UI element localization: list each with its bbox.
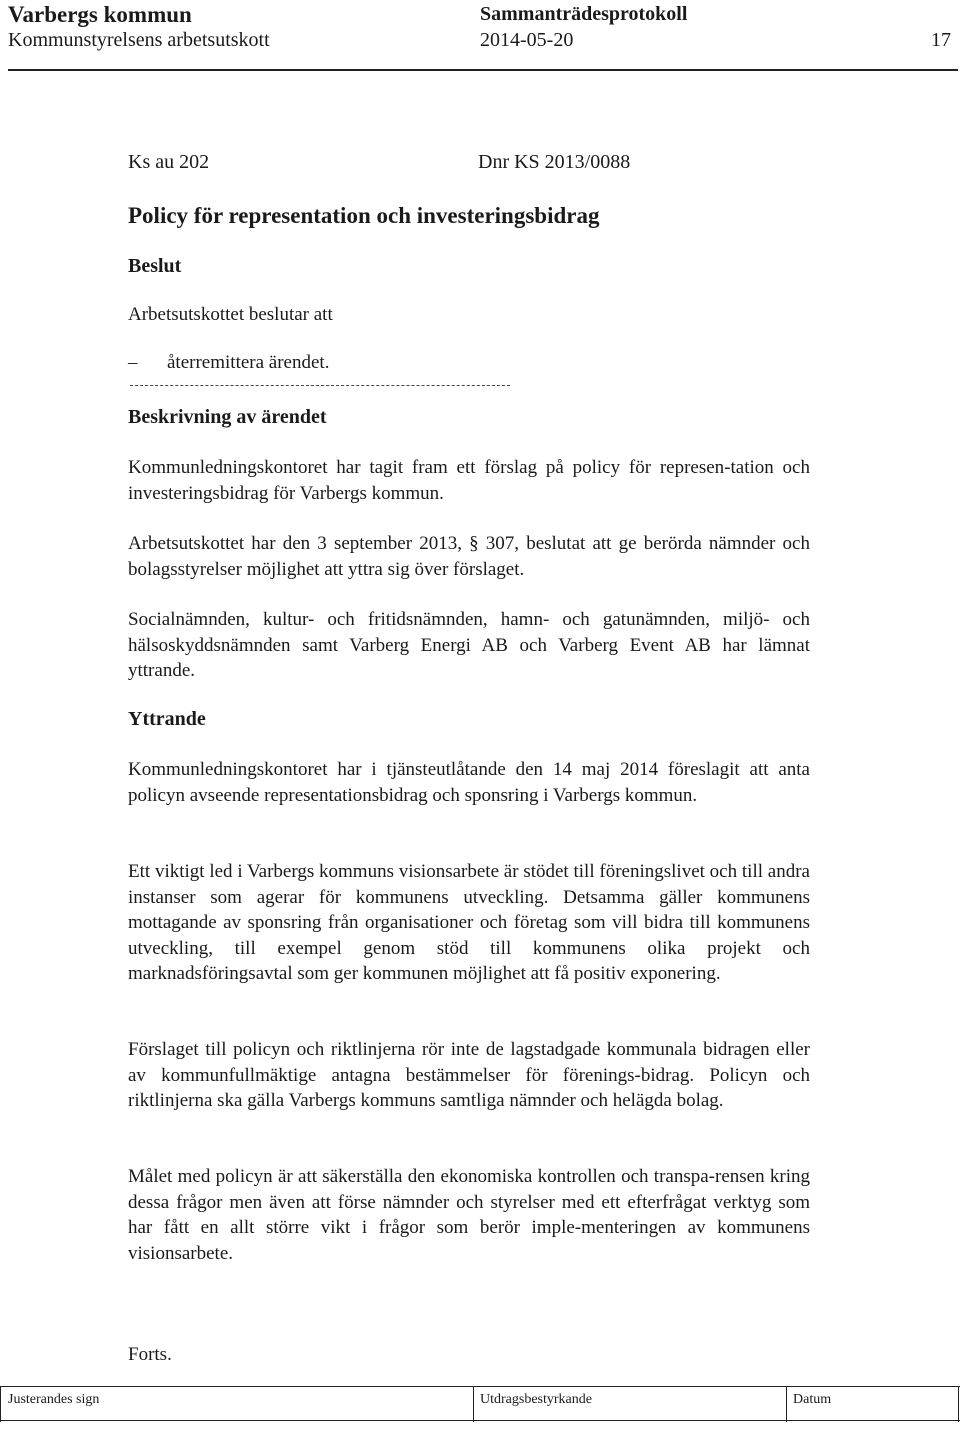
municipality-name: Varbergs kommun: [8, 2, 192, 27]
decision-point: återremittera ärendet.: [167, 352, 330, 373]
statement-paragraph: Kommunledningskontoret har i tjänsteutlåtande den 14 maj 2014 föreslagit att anta policyn avseende representationsbidrag och sponsring i Varbergs kommun.: [128, 759, 810, 806]
decision-dash: –: [128, 352, 138, 373]
paragraph-number: Ks au 202: [128, 151, 210, 173]
decision-intro: Arbetsutskottet beslutar att: [128, 304, 333, 325]
description-paragraph: Kommunledningskontoret har tagit fram ett förslag på policy för represen-tation och investeringsbidrag för Varbergs kommun.: [128, 457, 810, 504]
footer-divider: [473, 1386, 474, 1422]
description-paragraph: Arbetsutskottet har den 3 september 2013, § 307, beslutat att ge berörda nämnder och bolagsstyrelser möjlighet att yttra sig över förslaget.: [128, 533, 810, 580]
statement-paragraph: Förslaget till policyn och riktlinjerna rör inte de lagstadgade kommunala bidragen eller av kommunfullmäktige antagna bestämmelser för förenings-bidrag. Policyn och riktlinjerna ska gälla Varbergs kommuns samtliga nämnder och helägda bolag.: [128, 1039, 810, 1111]
meeting-date: 2014-05-20: [480, 29, 574, 51]
item-title: Policy för representation och investeringsbidrag: [128, 203, 600, 228]
footer-sign-label: Justerandes sign: [8, 1392, 100, 1407]
description-heading: Beskrivning av ärendet: [128, 406, 327, 428]
footer-divider: [786, 1386, 787, 1422]
footer-top-line: [0, 1386, 960, 1387]
statement-paragraph: Ett viktigt led i Varbergs kommuns visionsarbete är stödet till föreningslivet och till andra instanser som agerar för kommunens utveckling. Detsamma gäller kommunens mottagande av sponsring från organisationer och företag som vill bidra till kommunens utveckling, till exempel genom stöd till kommunens olika projekt och marknadsföringsavtal som ger kommunen möjlighet att få positiv exponering.: [128, 861, 810, 984]
signature-footer: [0, 1386, 960, 1422]
committee-name: Kommunstyrelsens arbetsutskott: [8, 29, 270, 51]
footer-date-label: Datum: [793, 1392, 832, 1407]
description-paragraph: Socialnämnden, kultur- och fritidsnämnden, hamn- och gatunämnden, miljö- och hälsoskyddsnämnden samt Varberg Energi AB och Varberg Event AB har lämnat yttrande.: [128, 609, 810, 681]
dashed-separator: [130, 385, 510, 386]
case-number: Dnr KS 2013/0088: [478, 151, 631, 173]
footer-bottom-line: [0, 1420, 960, 1421]
continued-note: Forts.: [128, 1344, 172, 1365]
decision-heading: Beslut: [128, 255, 182, 277]
footer-divider: [0, 1386, 1, 1422]
footer-divider: [958, 1386, 959, 1422]
statement-paragraph: Målet med policyn är att säkerställa den ekonomiska kontrollen och transpa-rensen kring dessa frågor men även att förse nämnder och styrelser med ett efterfrågat verktyg som har fått en allt större vikt i frågor som berör imple-menteringen av kommunens visionsarbete.: [128, 1166, 810, 1264]
header-divider: [8, 69, 958, 71]
footer-extract-label: Utdragsbestyrkande: [480, 1392, 592, 1407]
document-type: Sammanträdesprotokoll: [480, 3, 688, 25]
page-number: 17: [931, 29, 951, 51]
statement-heading: Yttrande: [128, 708, 206, 730]
